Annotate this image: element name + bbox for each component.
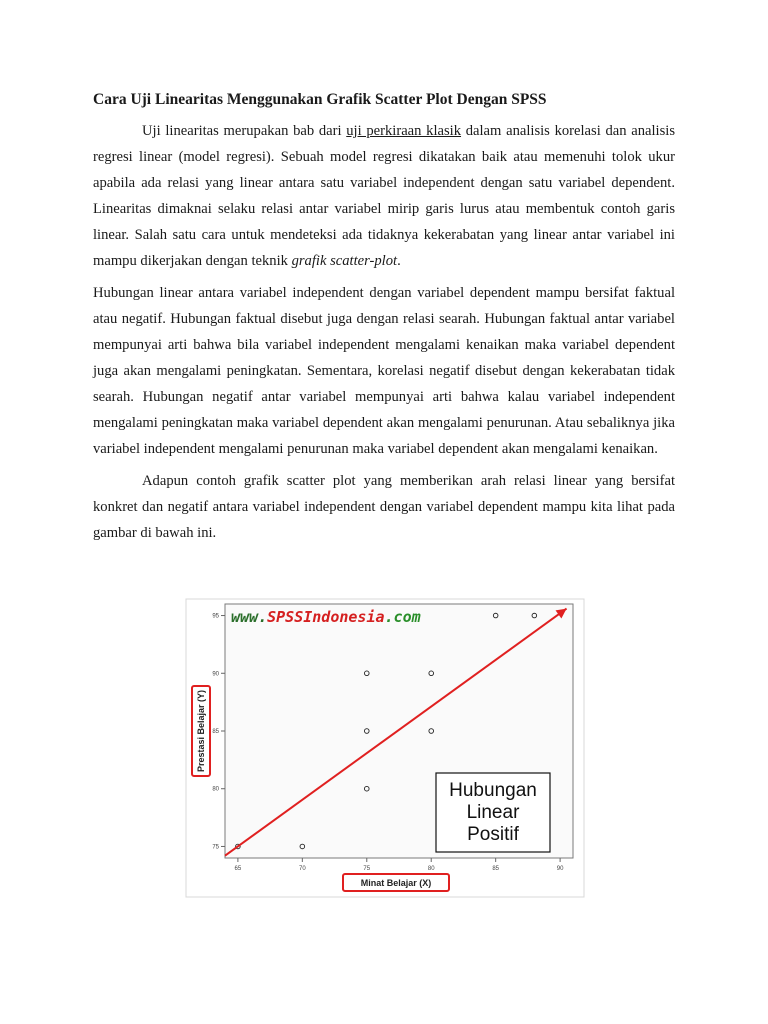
paragraph-3: Adapun contoh grafik scatter plot yang memberikan arah relasi linear yang bersifat konkret dan negatif antara variabel independent dengan variabel dependent mampu kita lihat pada gambar di bawah ini. [93, 473, 675, 541]
scatter-plot-figure [185, 598, 585, 898]
x-tick-label: 65 [234, 866, 242, 872]
x-tick-label: 70 [298, 866, 306, 872]
watermark-com: .com [384, 608, 421, 626]
annotation-line-2: Linear [466, 802, 520, 823]
watermark-www: www. [231, 608, 268, 626]
x-axis-label: Minat Belajar (X) [360, 878, 432, 888]
x-tick-label: 90 [556, 866, 564, 872]
y-tick-label: 80 [212, 786, 219, 793]
paragraph-1 [93, 118, 675, 274]
scatter-plot-svg [185, 598, 585, 898]
document-title: Cara Uji Linearitas Menggunakan Grafik Scatter Plot Dengan SPSS [93, 91, 547, 108]
paragraph-1-text-a: Uji linearitas merupakan bab dari [142, 123, 347, 139]
x-tick-label: 75 [363, 866, 371, 872]
x-tick-label: 85 [492, 866, 500, 872]
paragraph-1-italic: grafik scatter-plot [291, 253, 398, 269]
y-axis-label: Prestasi Belajar (Y) [196, 689, 206, 773]
y-tick-label: 75 [212, 844, 219, 851]
paragraph-2: Hubungan linear antara variabel independent dengan variabel dependent mampu bersifat faktual atau negatif. Hubungan faktual disebut juga dengan relasi searah. Hubungan faktual antar variabel mempunyai arti bahwa bila variabel independent mengalami kenaikan maka variabel dependent juga akan mengalami peningkatan. Sementara, korelasi negatif disebut dengan kekerabatan tidak searah. Hubungan negatif antar variabel mempunyai arti bahwa kalau variabel independent mengalami peningkatan maka variabel dependent akan mengalami penurunan. Atau sebaliknya jika variabel independent mengalami penurunan maka variabel dependent akan mengalami kenaikan. [93, 285, 675, 457]
y-tick-label: 85 [212, 729, 219, 735]
annotation-line-1: Hubungan [449, 780, 537, 801]
watermark [231, 608, 421, 626]
paragraph-1-text-b: dalam analisis korelasi dan analisis regresi linear (model regresi). Sebuah model regresi dikatakan baik atau memenuhi tolok ukur apabila ada relasi yang linear antara satu variabel independent dengan satu variabel dependent. Linearitas dimaknai selaku relasi antar variabel mirip garis lurus atau membentuk contoh garis linear. Salah satu cara untuk mendeteksi ada tidaknya kekerabatan yang linear antar variabel ini mampu dikerjakan dengan teknik [93, 123, 676, 269]
document-page [93, 88, 675, 552]
annotation-line-3: Positif [467, 824, 519, 845]
x-tick-label: 80 [427, 866, 435, 872]
link-uji-perkiraan-klasik[interactable]: uji perkiraan klasik [346, 123, 462, 139]
watermark-brand: SPSSIndonesia [267, 608, 385, 626]
paragraph-1-end: . [397, 253, 401, 269]
y-tick-label: 90 [212, 671, 219, 678]
y-tick-label: 95 [212, 613, 219, 620]
